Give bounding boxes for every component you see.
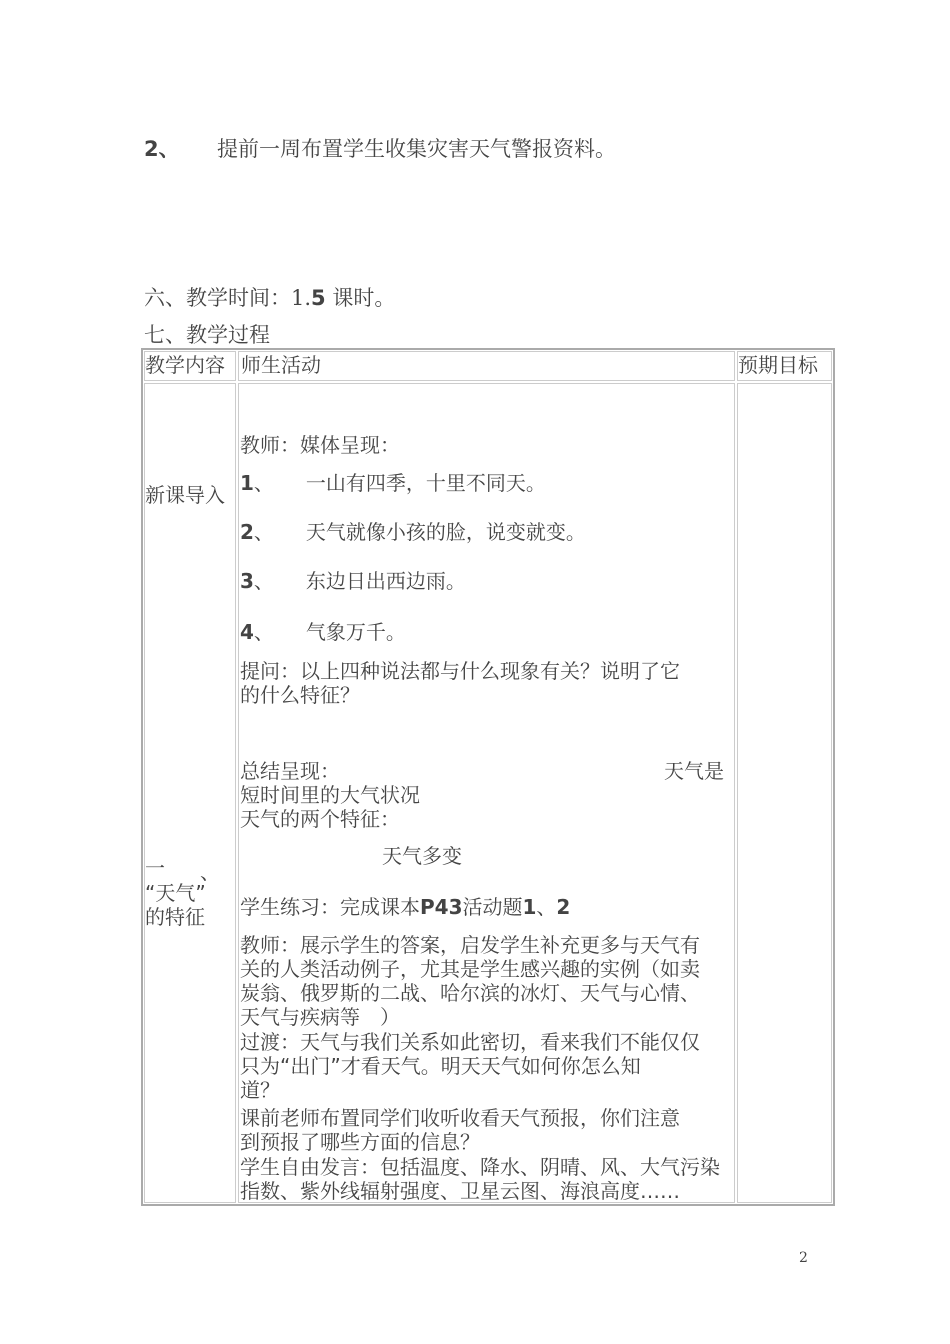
saying-1-num: 1 [240,471,254,495]
saying-2-mark: 、 [253,520,274,544]
teacher-media-present: 教师：媒体呈现： [240,433,400,457]
prep-item-2 [144,137,616,161]
saying-3-text: 东边日出西边雨。 [305,569,466,593]
exercise-text-c: 活动题 [462,895,523,919]
exercise-text-a: 学生练习：完成课本 [240,895,420,919]
prep-item-2-number: 2、 [144,137,180,161]
transition-line-3: 道？ [240,1078,280,1102]
teacher-show-line-4: 天气与疾病等 ） [240,1005,400,1029]
saying-4-text: 气象万千。 [305,620,406,644]
two-features: 天气的两个特征： [240,807,400,831]
intro-label: 新课导入 [145,483,225,507]
section-1-title-line-1: “天气” [145,881,206,905]
pre-class-line-2: 到预报了哪些方面的信息？ [240,1130,480,1154]
section-6-prefix: 六、教学时间： [144,286,291,310]
section-1-comma: 、 [200,860,220,884]
pre-class-line-1: 课前老师布置同学们收听收看天气预报，你们注意 [240,1106,680,1130]
question-line-2: 的什么特征？ [240,683,360,707]
summary-right: 天气是 [664,759,724,783]
saying-1 [240,471,546,495]
section-6-suffix: 课时。 [332,286,396,310]
body-cell-goal [737,383,832,1203]
exercise-sep: 、 [536,895,557,919]
teacher-show-line-3: 炭翁、俄罗斯的二战、哈尔滨的冰灯、天气与心情、 [240,981,700,1005]
saying-4-mark: 、 [253,620,274,644]
exercise-num-2: 2 [556,895,571,919]
header-content: 教学内容 [145,353,225,377]
free-speech-line-1: 学生自由发言：包括温度、降水、阴晴、风、大气污染 [240,1155,720,1179]
saying-3-num: 3 [240,569,254,593]
section-7-title: 七、教学过程 [144,323,270,347]
section-1-number: 一 [145,856,165,880]
saying-4-num: 4 [240,620,254,644]
prep-item-2-text: 提前一周布置学生收集灾害天气警报资料。 [217,137,616,161]
question-line-1: 提问：以上四种说法都与什么现象有关？说明了它 [240,659,680,683]
header-goal: 预期目标 [738,353,818,377]
transition-line-1: 过渡：天气与我们关系如此密切，看来我们不能仅仅 [240,1030,700,1054]
summary-left: 总结呈现： [240,759,340,783]
saying-2 [240,520,586,544]
teacher-show-line-2: 关的人类活动例子，尤其是学生感兴趣的实例（如卖 [240,957,700,981]
page-number: 2 [799,1250,808,1266]
free-speech-line-2: 指数、紫外线辐射强度、卫星云图、海浪高度…… [240,1179,680,1203]
saying-2-num: 2 [240,520,254,544]
student-exercise [240,895,570,919]
section-6-num-b: 5 [311,286,326,310]
exercise-page: P43 [420,895,463,919]
section-6-teaching-time [144,286,395,310]
transition-line-2: 只为“出门”才看天气。明天天气如何你怎么知 [240,1054,641,1078]
saying-3 [240,569,466,593]
section-1-title-line-2: 的特征 [145,905,205,929]
weather-variable: 天气多变 [382,844,462,868]
section-6-num-a: 1. [291,286,312,310]
saying-3-mark: 、 [253,569,274,593]
summary-line-2: 短时间里的大气状况 [240,783,420,807]
saying-1-text: 一山有四季，十里不同天。 [305,471,546,495]
exercise-num-1: 1 [522,895,537,919]
header-activity: 师生活动 [241,353,321,377]
saying-1-mark: 、 [253,471,274,495]
teacher-show-line-1: 教师：展示学生的答案，启发学生补充更多与天气有 [240,933,700,957]
saying-4 [240,620,406,644]
saying-2-text: 天气就像小孩的脸，说变就变。 [305,520,586,544]
